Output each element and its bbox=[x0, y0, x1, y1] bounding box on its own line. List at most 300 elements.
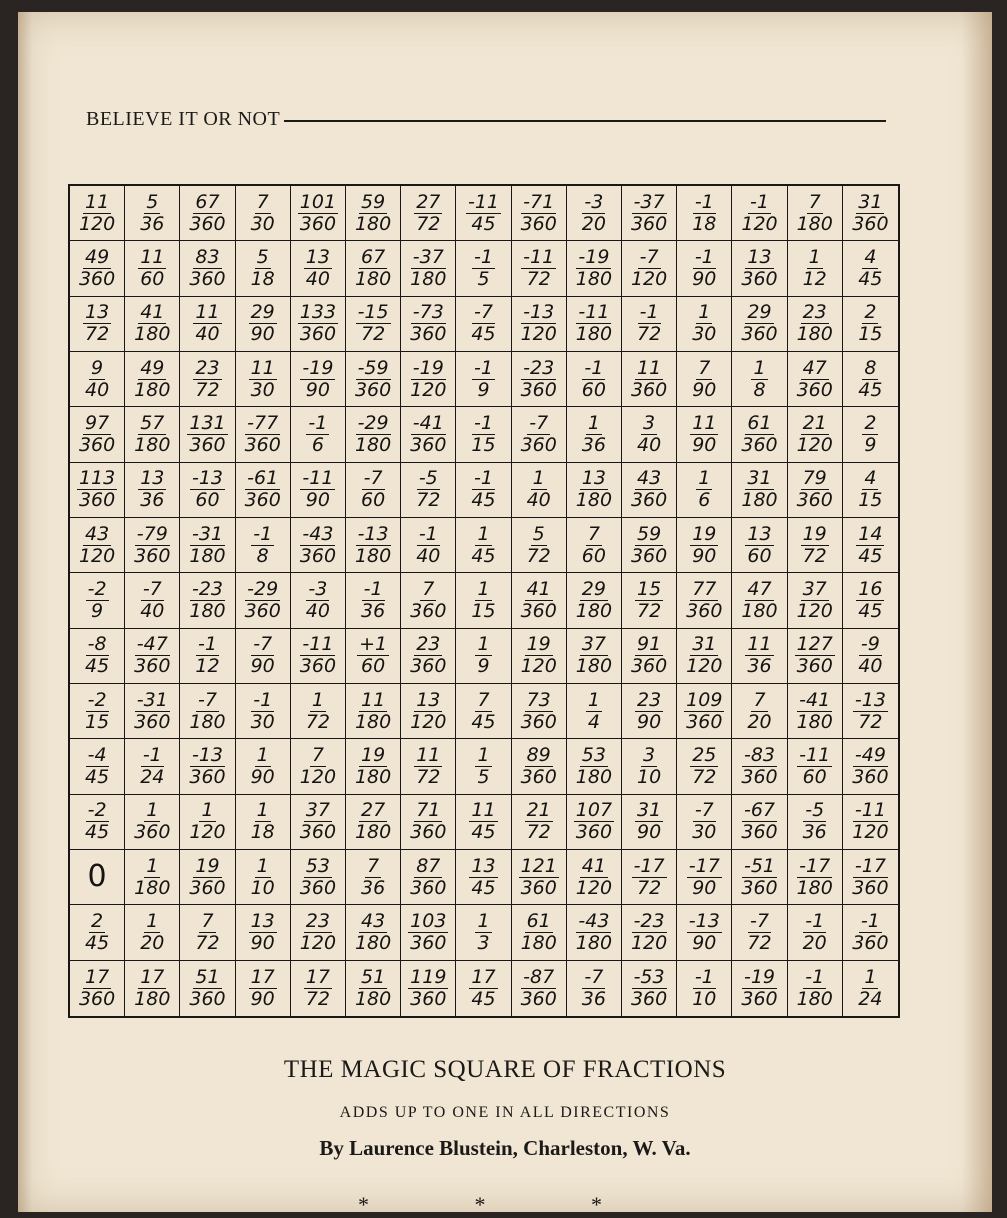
fraction-denominator: 360 bbox=[741, 987, 778, 1010]
grid-cell bbox=[401, 739, 456, 794]
fraction-numerator: 1 bbox=[698, 301, 711, 324]
fraction-denominator: 360 bbox=[78, 987, 116, 1010]
fraction-denominator: 8 bbox=[256, 544, 269, 567]
grid-cell bbox=[70, 629, 125, 684]
fraction-denominator: 360 bbox=[852, 876, 889, 899]
fraction-numerator: -1 bbox=[694, 245, 714, 268]
header-rule bbox=[284, 120, 886, 122]
grid-cell bbox=[70, 739, 125, 794]
grid-cell bbox=[70, 518, 125, 573]
fraction-numerator: 31 bbox=[692, 633, 717, 656]
fraction-numerator: 1 bbox=[532, 467, 545, 490]
fraction-denominator: 360 bbox=[189, 876, 226, 899]
grid-cell bbox=[401, 629, 456, 684]
grid-cell bbox=[512, 463, 567, 518]
fraction-denominator: 72 bbox=[305, 710, 330, 733]
fraction-numerator: -77 bbox=[247, 411, 279, 434]
fraction-denominator: 40 bbox=[195, 323, 220, 346]
fraction-numerator: 89 bbox=[526, 743, 551, 766]
fraction-denominator: 360 bbox=[189, 212, 226, 235]
grid-cell bbox=[512, 905, 567, 960]
fraction-denominator: 45 bbox=[85, 931, 110, 954]
fraction-numerator: -43 bbox=[302, 522, 334, 545]
fraction-denominator: 40 bbox=[305, 267, 330, 290]
fraction-numerator: 9 bbox=[91, 356, 104, 379]
fraction-denominator: 40 bbox=[637, 433, 662, 456]
grid-cell bbox=[70, 684, 125, 739]
fraction-numerator: -1 bbox=[363, 577, 383, 600]
fraction-denominator: 72 bbox=[637, 323, 662, 346]
grid-cell bbox=[456, 850, 511, 905]
fraction-denominator: 120 bbox=[741, 212, 778, 235]
fraction-denominator: 10 bbox=[692, 987, 717, 1010]
grid-cell bbox=[236, 407, 291, 462]
fraction-numerator: 91 bbox=[637, 633, 662, 656]
grid-cell bbox=[236, 518, 291, 573]
fraction-denominator: 360 bbox=[796, 655, 833, 678]
fraction-numerator: -7 bbox=[750, 909, 769, 932]
grid-cell bbox=[125, 186, 180, 241]
fraction-numerator: -2 bbox=[87, 577, 107, 600]
grid-cell bbox=[622, 352, 677, 407]
grid-cell bbox=[788, 352, 843, 407]
grid-cell bbox=[512, 629, 567, 684]
fraction-numerator: 27 bbox=[416, 190, 441, 213]
caption-title: THE MAGIC SQUARE OF FRACTIONS bbox=[283, 1056, 727, 1083]
grid-cell bbox=[401, 352, 456, 407]
grid-cell bbox=[180, 905, 235, 960]
fraction-denominator: 120 bbox=[630, 267, 668, 290]
fraction-denominator: 20 bbox=[140, 931, 165, 954]
fraction-denominator: 90 bbox=[692, 931, 717, 954]
fraction-numerator: -13 bbox=[688, 909, 720, 932]
grid-cell bbox=[70, 795, 125, 850]
grid-cell bbox=[567, 850, 622, 905]
fraction-numerator: -37 bbox=[633, 190, 665, 213]
grid-cell bbox=[512, 297, 567, 352]
grid-cell bbox=[622, 629, 677, 684]
grid-cell bbox=[291, 463, 346, 518]
fraction-numerator: 83 bbox=[195, 245, 220, 268]
grid-cell bbox=[788, 850, 843, 905]
grid-cell bbox=[788, 905, 843, 960]
grid-cell bbox=[70, 573, 125, 628]
grid-cell bbox=[512, 739, 567, 794]
fraction-numerator: 79 bbox=[802, 467, 827, 490]
fraction-numerator: 1 bbox=[146, 799, 159, 822]
grid-cell bbox=[567, 684, 622, 739]
fraction-denominator: 360 bbox=[78, 489, 116, 512]
grid-cell bbox=[401, 905, 456, 960]
fraction-numerator: 49 bbox=[85, 245, 110, 268]
fraction-numerator: 21 bbox=[526, 799, 551, 822]
grid-cell bbox=[512, 186, 567, 241]
fraction-denominator: 36 bbox=[140, 489, 165, 512]
grid-cell bbox=[567, 905, 622, 960]
fraction-denominator: 360 bbox=[299, 821, 337, 844]
fraction-numerator: -2 bbox=[87, 799, 107, 822]
fraction-numerator: 37 bbox=[305, 799, 330, 822]
grid-cell bbox=[291, 684, 346, 739]
fraction-numerator: -13 bbox=[191, 467, 224, 490]
grid-cell bbox=[236, 186, 291, 241]
fraction-denominator: 40 bbox=[140, 599, 165, 622]
fraction-denominator: 360 bbox=[410, 433, 447, 456]
fraction-denominator: 45 bbox=[85, 765, 110, 788]
grid-cell bbox=[346, 850, 401, 905]
fraction-numerator: -1 bbox=[418, 522, 438, 545]
fraction-numerator: -37 bbox=[412, 245, 444, 268]
fraction-numerator: 113 bbox=[78, 467, 116, 490]
fraction-denominator: 90 bbox=[637, 821, 662, 844]
fraction-numerator: 11 bbox=[361, 688, 386, 711]
fraction-denominator: 90 bbox=[692, 544, 717, 567]
fraction-numerator: 23 bbox=[416, 633, 441, 656]
fraction-numerator: 59 bbox=[361, 190, 386, 213]
fraction-denominator: 72 bbox=[692, 765, 717, 788]
fraction-numerator: -7 bbox=[694, 799, 714, 822]
fraction-numerator: 2 bbox=[864, 411, 877, 434]
fraction-denominator: 180 bbox=[796, 212, 833, 235]
fraction-numerator: 67 bbox=[361, 245, 386, 268]
grid-cell bbox=[180, 961, 235, 1016]
grid-cell bbox=[567, 352, 622, 407]
fraction-denominator: 180 bbox=[354, 710, 392, 733]
grid-cell bbox=[732, 573, 787, 628]
grid-cell bbox=[622, 684, 677, 739]
fraction-numerator: 97 bbox=[85, 411, 110, 434]
fraction-denominator: 5 bbox=[477, 267, 490, 290]
fraction-denominator: 45 bbox=[471, 489, 496, 512]
page-left-shadow bbox=[18, 12, 32, 1212]
fraction-denominator: 72 bbox=[416, 489, 441, 512]
fraction-denominator: 360 bbox=[189, 433, 226, 456]
grid-cell bbox=[456, 739, 511, 794]
fraction-denominator: 6 bbox=[311, 433, 324, 456]
fraction-numerator: -7 bbox=[253, 633, 273, 656]
fraction-numerator: 49 bbox=[140, 356, 165, 379]
fraction-numerator: 5 bbox=[256, 245, 269, 268]
fraction-numerator: 1 bbox=[311, 688, 324, 711]
fraction-denominator: 90 bbox=[250, 987, 275, 1010]
fraction-denominator: 360 bbox=[299, 876, 337, 899]
fraction-numerator: 7 bbox=[367, 854, 380, 877]
grid-cell bbox=[125, 518, 180, 573]
grid-cell bbox=[843, 905, 898, 960]
fraction-numerator: 71 bbox=[416, 799, 441, 822]
grid-cell bbox=[70, 186, 125, 241]
grid-cell bbox=[622, 463, 677, 518]
fraction-denominator: 360 bbox=[410, 599, 447, 622]
fraction-numerator: 1 bbox=[146, 854, 159, 877]
grid-cell bbox=[291, 186, 346, 241]
fraction-denominator: 360 bbox=[410, 987, 447, 1010]
fraction-numerator: 2 bbox=[91, 909, 104, 932]
fraction-denominator: 45 bbox=[471, 212, 496, 235]
fraction-denominator: 72 bbox=[802, 544, 827, 567]
fraction-numerator: 13 bbox=[305, 245, 330, 268]
fraction-numerator: 11 bbox=[692, 411, 717, 434]
grid-cell bbox=[125, 850, 180, 905]
fraction-denominator: 40 bbox=[858, 655, 883, 678]
fraction-denominator: 180 bbox=[575, 489, 613, 512]
fraction-denominator: 120 bbox=[630, 931, 668, 954]
grid-cell bbox=[346, 241, 401, 296]
fraction-denominator: 360 bbox=[520, 765, 557, 788]
fraction-numerator: 16 bbox=[858, 577, 883, 600]
fraction-numerator: 23 bbox=[195, 356, 220, 379]
fraction-numerator: -7 bbox=[639, 245, 659, 268]
grid-cell bbox=[291, 961, 346, 1016]
fraction-denominator: 180 bbox=[354, 821, 392, 844]
fraction-denominator: 360 bbox=[520, 433, 557, 456]
fraction-denominator: 360 bbox=[78, 433, 116, 456]
fraction-denominator: 72 bbox=[637, 599, 662, 622]
fraction-numerator: 17 bbox=[85, 965, 110, 988]
fraction-denominator: 180 bbox=[189, 710, 226, 733]
fraction-numerator: -43 bbox=[578, 909, 610, 932]
fraction-numerator: 41 bbox=[526, 577, 551, 600]
fraction-denominator: 4 bbox=[587, 710, 600, 733]
fraction-denominator: 120 bbox=[410, 378, 447, 401]
fraction-denominator: 36 bbox=[802, 821, 827, 844]
grid-cell bbox=[622, 850, 677, 905]
fraction-numerator: 19 bbox=[195, 854, 220, 877]
fraction-denominator: 180 bbox=[354, 433, 392, 456]
fraction-numerator: 61 bbox=[747, 411, 772, 434]
fraction-numerator: 2 bbox=[864, 301, 877, 324]
fraction-denominator: 180 bbox=[134, 876, 171, 899]
fraction-numerator: 5 bbox=[532, 522, 545, 545]
fraction-numerator: -41 bbox=[412, 411, 444, 434]
fraction-numerator: -9 bbox=[860, 633, 880, 656]
grid-cell bbox=[622, 573, 677, 628]
fraction-denominator: 360 bbox=[741, 267, 778, 290]
fraction-numerator: 15 bbox=[637, 577, 662, 600]
fraction-numerator: -1 bbox=[805, 909, 825, 932]
grid-cell bbox=[622, 297, 677, 352]
caption-subtitle: ADDS UP TO ONE IN ALL DIRECTIONS bbox=[339, 1104, 671, 1121]
fraction-denominator: 360 bbox=[299, 323, 337, 346]
fraction-denominator: 360 bbox=[852, 212, 889, 235]
fraction-numerator: -8 bbox=[87, 633, 107, 656]
grid-cell bbox=[180, 241, 235, 296]
fraction-numerator: -17 bbox=[854, 854, 886, 877]
fraction-numerator: 7 bbox=[698, 356, 711, 379]
fraction-numerator: -1 bbox=[474, 245, 493, 268]
fraction-numerator: 11 bbox=[140, 245, 165, 268]
fraction-denominator: 180 bbox=[189, 544, 226, 567]
fraction-numerator: 3 bbox=[643, 411, 656, 434]
grid-cell bbox=[125, 407, 180, 462]
grid-cell bbox=[456, 573, 511, 628]
grid-cell bbox=[456, 352, 511, 407]
fraction-numerator: 17 bbox=[250, 965, 275, 988]
fraction-denominator: 30 bbox=[250, 378, 275, 401]
grid-cell bbox=[70, 850, 125, 905]
grid-cell bbox=[788, 739, 843, 794]
fraction-denominator: 90 bbox=[305, 489, 330, 512]
fraction-denominator: 360 bbox=[520, 599, 557, 622]
fraction-denominator: 120 bbox=[520, 655, 557, 678]
fraction-numerator: 13 bbox=[140, 467, 165, 490]
fraction-numerator: 17 bbox=[140, 965, 165, 988]
fraction-numerator: 11 bbox=[250, 356, 275, 379]
fraction-denominator: 360 bbox=[741, 765, 778, 788]
grid-cell bbox=[236, 795, 291, 850]
fraction-denominator: 360 bbox=[575, 821, 613, 844]
fraction-denominator: 120 bbox=[410, 710, 447, 733]
grid-cell bbox=[788, 518, 843, 573]
fraction-numerator: -19 bbox=[412, 356, 444, 379]
grid-cell bbox=[677, 352, 732, 407]
grid-cell bbox=[512, 407, 567, 462]
grid-cell bbox=[788, 629, 843, 684]
fraction-numerator: 67 bbox=[195, 190, 220, 213]
fraction-denominator: 360 bbox=[796, 489, 833, 512]
grid-cell bbox=[567, 961, 622, 1016]
grid-cell bbox=[567, 186, 622, 241]
fraction-numerator: 23 bbox=[802, 301, 827, 324]
fraction-denominator: 120 bbox=[575, 876, 613, 899]
fraction-numerator: -1 bbox=[198, 633, 217, 656]
fraction-denominator: 180 bbox=[575, 323, 613, 346]
fraction-numerator: 13 bbox=[85, 301, 110, 324]
fraction-numerator: -51 bbox=[743, 854, 776, 877]
fraction-numerator: -7 bbox=[142, 577, 162, 600]
grid-cell bbox=[512, 352, 567, 407]
fraction-denominator: 360 bbox=[852, 765, 889, 788]
grid-cell bbox=[788, 407, 843, 462]
grid-cell bbox=[125, 573, 180, 628]
fraction-denominator: 30 bbox=[692, 821, 717, 844]
grid-cell bbox=[456, 518, 511, 573]
grid-cell bbox=[843, 463, 898, 518]
fraction-denominator: 72 bbox=[526, 821, 551, 844]
fraction-numerator: -13 bbox=[357, 522, 389, 545]
grid-cell bbox=[732, 629, 787, 684]
fraction-numerator: -7 bbox=[474, 301, 493, 324]
grid-cell bbox=[236, 905, 291, 960]
grid-cell bbox=[236, 352, 291, 407]
grid-cell bbox=[843, 186, 898, 241]
fraction-numerator: -4 bbox=[87, 743, 107, 766]
fraction-denominator: 45 bbox=[471, 710, 496, 733]
fraction-numerator: -5 bbox=[418, 467, 438, 490]
fraction-numerator: 23 bbox=[637, 688, 662, 711]
fraction-denominator: 30 bbox=[250, 710, 275, 733]
fraction-numerator: 29 bbox=[581, 577, 606, 600]
grid-cell bbox=[567, 739, 622, 794]
grid-cell bbox=[512, 795, 567, 850]
fraction-denominator: 360 bbox=[244, 433, 281, 456]
grid-cell bbox=[622, 241, 677, 296]
grid-cell bbox=[180, 850, 235, 905]
fraction-numerator: -11 bbox=[799, 743, 831, 766]
fraction-denominator: 72 bbox=[416, 765, 441, 788]
fraction-denominator: 15 bbox=[85, 710, 110, 733]
grid-cell bbox=[180, 352, 235, 407]
grid-cell bbox=[677, 573, 732, 628]
fraction-denominator: 36 bbox=[361, 876, 386, 899]
fraction-numerator: 73 bbox=[526, 688, 551, 711]
fraction-denominator: 36 bbox=[581, 433, 606, 456]
grid-cell bbox=[732, 352, 787, 407]
fraction-denominator: 45 bbox=[858, 267, 883, 290]
fraction-denominator: 120 bbox=[189, 821, 226, 844]
fraction-denominator: 72 bbox=[637, 876, 662, 899]
grid-cell bbox=[401, 241, 456, 296]
fraction-denominator: 72 bbox=[361, 323, 386, 346]
fraction-denominator: 360 bbox=[134, 821, 171, 844]
grid-cell bbox=[125, 684, 180, 739]
fraction-numerator: -1 bbox=[639, 301, 659, 324]
grid-cell bbox=[843, 518, 898, 573]
grid-cell bbox=[346, 739, 401, 794]
fraction-numerator: -3 bbox=[308, 577, 328, 600]
fraction-denominator: 45 bbox=[471, 876, 496, 899]
fraction-numerator: -13 bbox=[191, 743, 224, 766]
fraction-denominator: 360 bbox=[741, 876, 778, 899]
fraction-numerator: -31 bbox=[136, 688, 168, 711]
grid-cell bbox=[843, 961, 898, 1016]
fraction-denominator: 18 bbox=[250, 821, 275, 844]
fraction-denominator: 360 bbox=[520, 378, 557, 401]
grid-cell bbox=[677, 629, 732, 684]
fraction-denominator: 36 bbox=[747, 655, 772, 678]
fraction-numerator: 14 bbox=[858, 522, 883, 545]
fraction-denominator: 45 bbox=[85, 821, 110, 844]
fraction-numerator: 121 bbox=[520, 854, 557, 877]
grid-cell bbox=[732, 297, 787, 352]
fraction-numerator: 1 bbox=[146, 909, 159, 932]
fraction-numerator: 7 bbox=[422, 577, 435, 600]
fraction-numerator: 25 bbox=[692, 743, 717, 766]
grid-cell bbox=[70, 297, 125, 352]
fraction-denominator: 360 bbox=[410, 821, 447, 844]
fraction-denominator: 360 bbox=[134, 710, 171, 733]
caption-author: By Laurence Blustein, Charleston, W. Va. bbox=[319, 1136, 691, 1160]
page-header bbox=[86, 104, 886, 134]
fraction-denominator: 180 bbox=[134, 987, 171, 1010]
fraction-denominator: 45 bbox=[858, 544, 883, 567]
grid-cell bbox=[622, 795, 677, 850]
fraction-numerator: 11 bbox=[471, 799, 496, 822]
grid-cell bbox=[180, 297, 235, 352]
grid-cell bbox=[401, 463, 456, 518]
fraction-denominator: 180 bbox=[410, 267, 447, 290]
grid-cell bbox=[401, 407, 456, 462]
fraction-numerator: 7 bbox=[808, 190, 821, 213]
fraction-numerator: 27 bbox=[361, 799, 386, 822]
fraction-numerator: -11 bbox=[578, 301, 610, 324]
fraction-numerator: 1 bbox=[477, 522, 490, 545]
fraction-numerator: 41 bbox=[581, 854, 606, 877]
fraction-denominator: 120 bbox=[299, 765, 337, 788]
fraction-denominator: 360 bbox=[354, 378, 392, 401]
fraction-numerator: -19 bbox=[302, 356, 334, 379]
fraction-denominator: 360 bbox=[520, 987, 557, 1010]
fraction-denominator: 72 bbox=[526, 267, 551, 290]
fraction-denominator: 180 bbox=[741, 489, 778, 512]
grid-cell bbox=[512, 518, 567, 573]
fraction-denominator: 36 bbox=[140, 212, 165, 235]
grid-cell bbox=[843, 241, 898, 296]
grid-cell bbox=[236, 961, 291, 1016]
fraction-numerator: 1 bbox=[808, 245, 821, 268]
fraction-denominator: 12 bbox=[195, 655, 220, 678]
fraction-denominator: 72 bbox=[195, 931, 220, 954]
